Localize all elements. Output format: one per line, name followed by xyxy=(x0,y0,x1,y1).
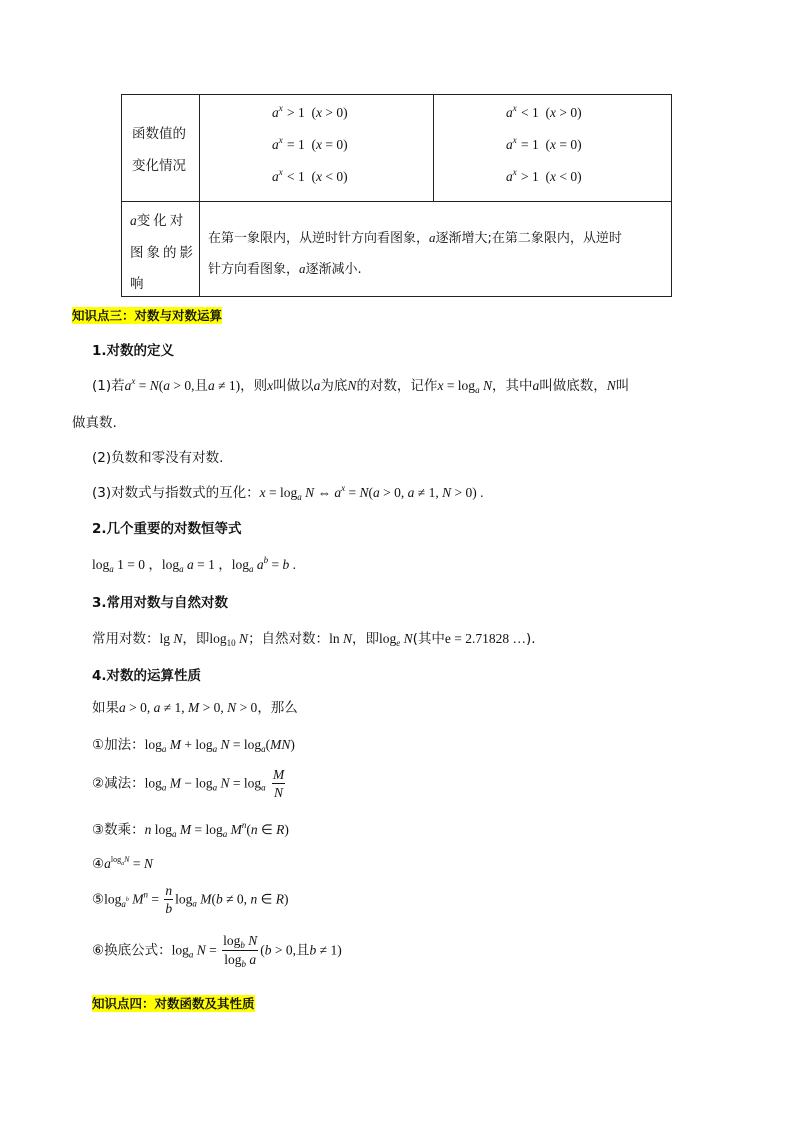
formula-cell: $a^x > 1$ (x > 0) xyxy=(272,103,348,120)
section-title: 知识点三：对数与对数运算 xyxy=(72,308,223,323)
paragraph: 常用对数：lg N，即$\log_{10} N$；自然对数：ln N，即$\log_e N$(其中e = 2.71828 …). xyxy=(92,631,536,648)
subsection-heading: 2.几个重要的对数恒等式 xyxy=(92,521,242,537)
paragraph: 做真数. xyxy=(72,415,117,431)
rule-multiplication: ③数乘：n $\log_a M = \log_a M^n(n$ ∈ R) xyxy=(92,820,289,839)
subsection-heading: 4.对数的运算性质 xyxy=(92,668,202,684)
formula-cell: $a^x > 1$ (x < 0) xyxy=(506,167,582,184)
table-divider xyxy=(433,94,434,202)
subsection-heading: 3.常用对数与自然对数 xyxy=(92,595,229,611)
paragraph: (1)若$a^x = N(a > 0$,且a ≠ 1)，则x叫做以a为底N的对数，记作$x = \log_a N$，其中a叫做底数，N叫 xyxy=(92,376,630,395)
paragraph: (2)负数和零没有对数. xyxy=(92,450,224,466)
paragraph: 如果a > 0, a ≠ 1, M > 0, N > 0，那么 xyxy=(92,700,298,716)
formula-cell: $a^x = 1$ (x = 0) xyxy=(272,135,348,152)
row2-description: 在第一象限内，从逆时针方向看图象，a逐渐增大;在第二象限内，从逆时 xyxy=(208,230,622,246)
properties-table xyxy=(121,94,672,297)
formula-cell: $a^x < 1$ (x < 0) xyxy=(272,167,348,184)
row1-label: 变化情况 xyxy=(132,158,186,174)
row2-label: 图象的影 xyxy=(130,245,196,261)
table-divider xyxy=(121,201,672,202)
row2-label: a变化对 xyxy=(130,213,187,229)
identities: $\log_a 1 = 0$ ，$\log_a a = 1$ ，$\log_a a^b = b$ . xyxy=(92,555,297,574)
paragraph: (3)对数式与指数式的互化：$x = \log_a N$ ⇔ $a^x = N(a > 0$, a ≠ 1, N > 0) . xyxy=(92,483,484,502)
section-title: 知识点四：对数函数及其性质 xyxy=(92,996,255,1011)
rule-addition: ①加法：$\log_a M + \log_a N = \log_a(MN)$ xyxy=(92,737,295,754)
rule-identity: $④a^{log_aN} = N$ xyxy=(92,855,153,872)
formula-cell: $a^x = 1$ (x = 0) xyxy=(506,135,582,152)
row2-label: 响 xyxy=(130,276,144,292)
rule-power-base: $⑤\log_{a^b}$ $M^n$ = $\frac{n}{b}$ $\log_a M(b \ne 0$, n ∈ R) xyxy=(92,883,289,916)
row2-description: 针方向看图象，a逐渐减小. xyxy=(208,261,362,277)
rule-subtraction: ②减法：$\log_a M - \log_a N = \log_a$ $\frac{M}{N}$ xyxy=(92,767,285,800)
table-divider xyxy=(199,94,200,297)
rule-change-of-base: ⑥换底公式：$\log_a N$ = $\frac{\log_b N}{\log_b a}$ (b > 0,且b ≠ 1) xyxy=(92,933,342,969)
subsection-heading: 1.对数的定义 xyxy=(92,343,175,359)
row1-label: 函数值的 xyxy=(132,126,186,142)
formula-cell: $a^x < 1$ (x > 0) xyxy=(506,103,582,120)
